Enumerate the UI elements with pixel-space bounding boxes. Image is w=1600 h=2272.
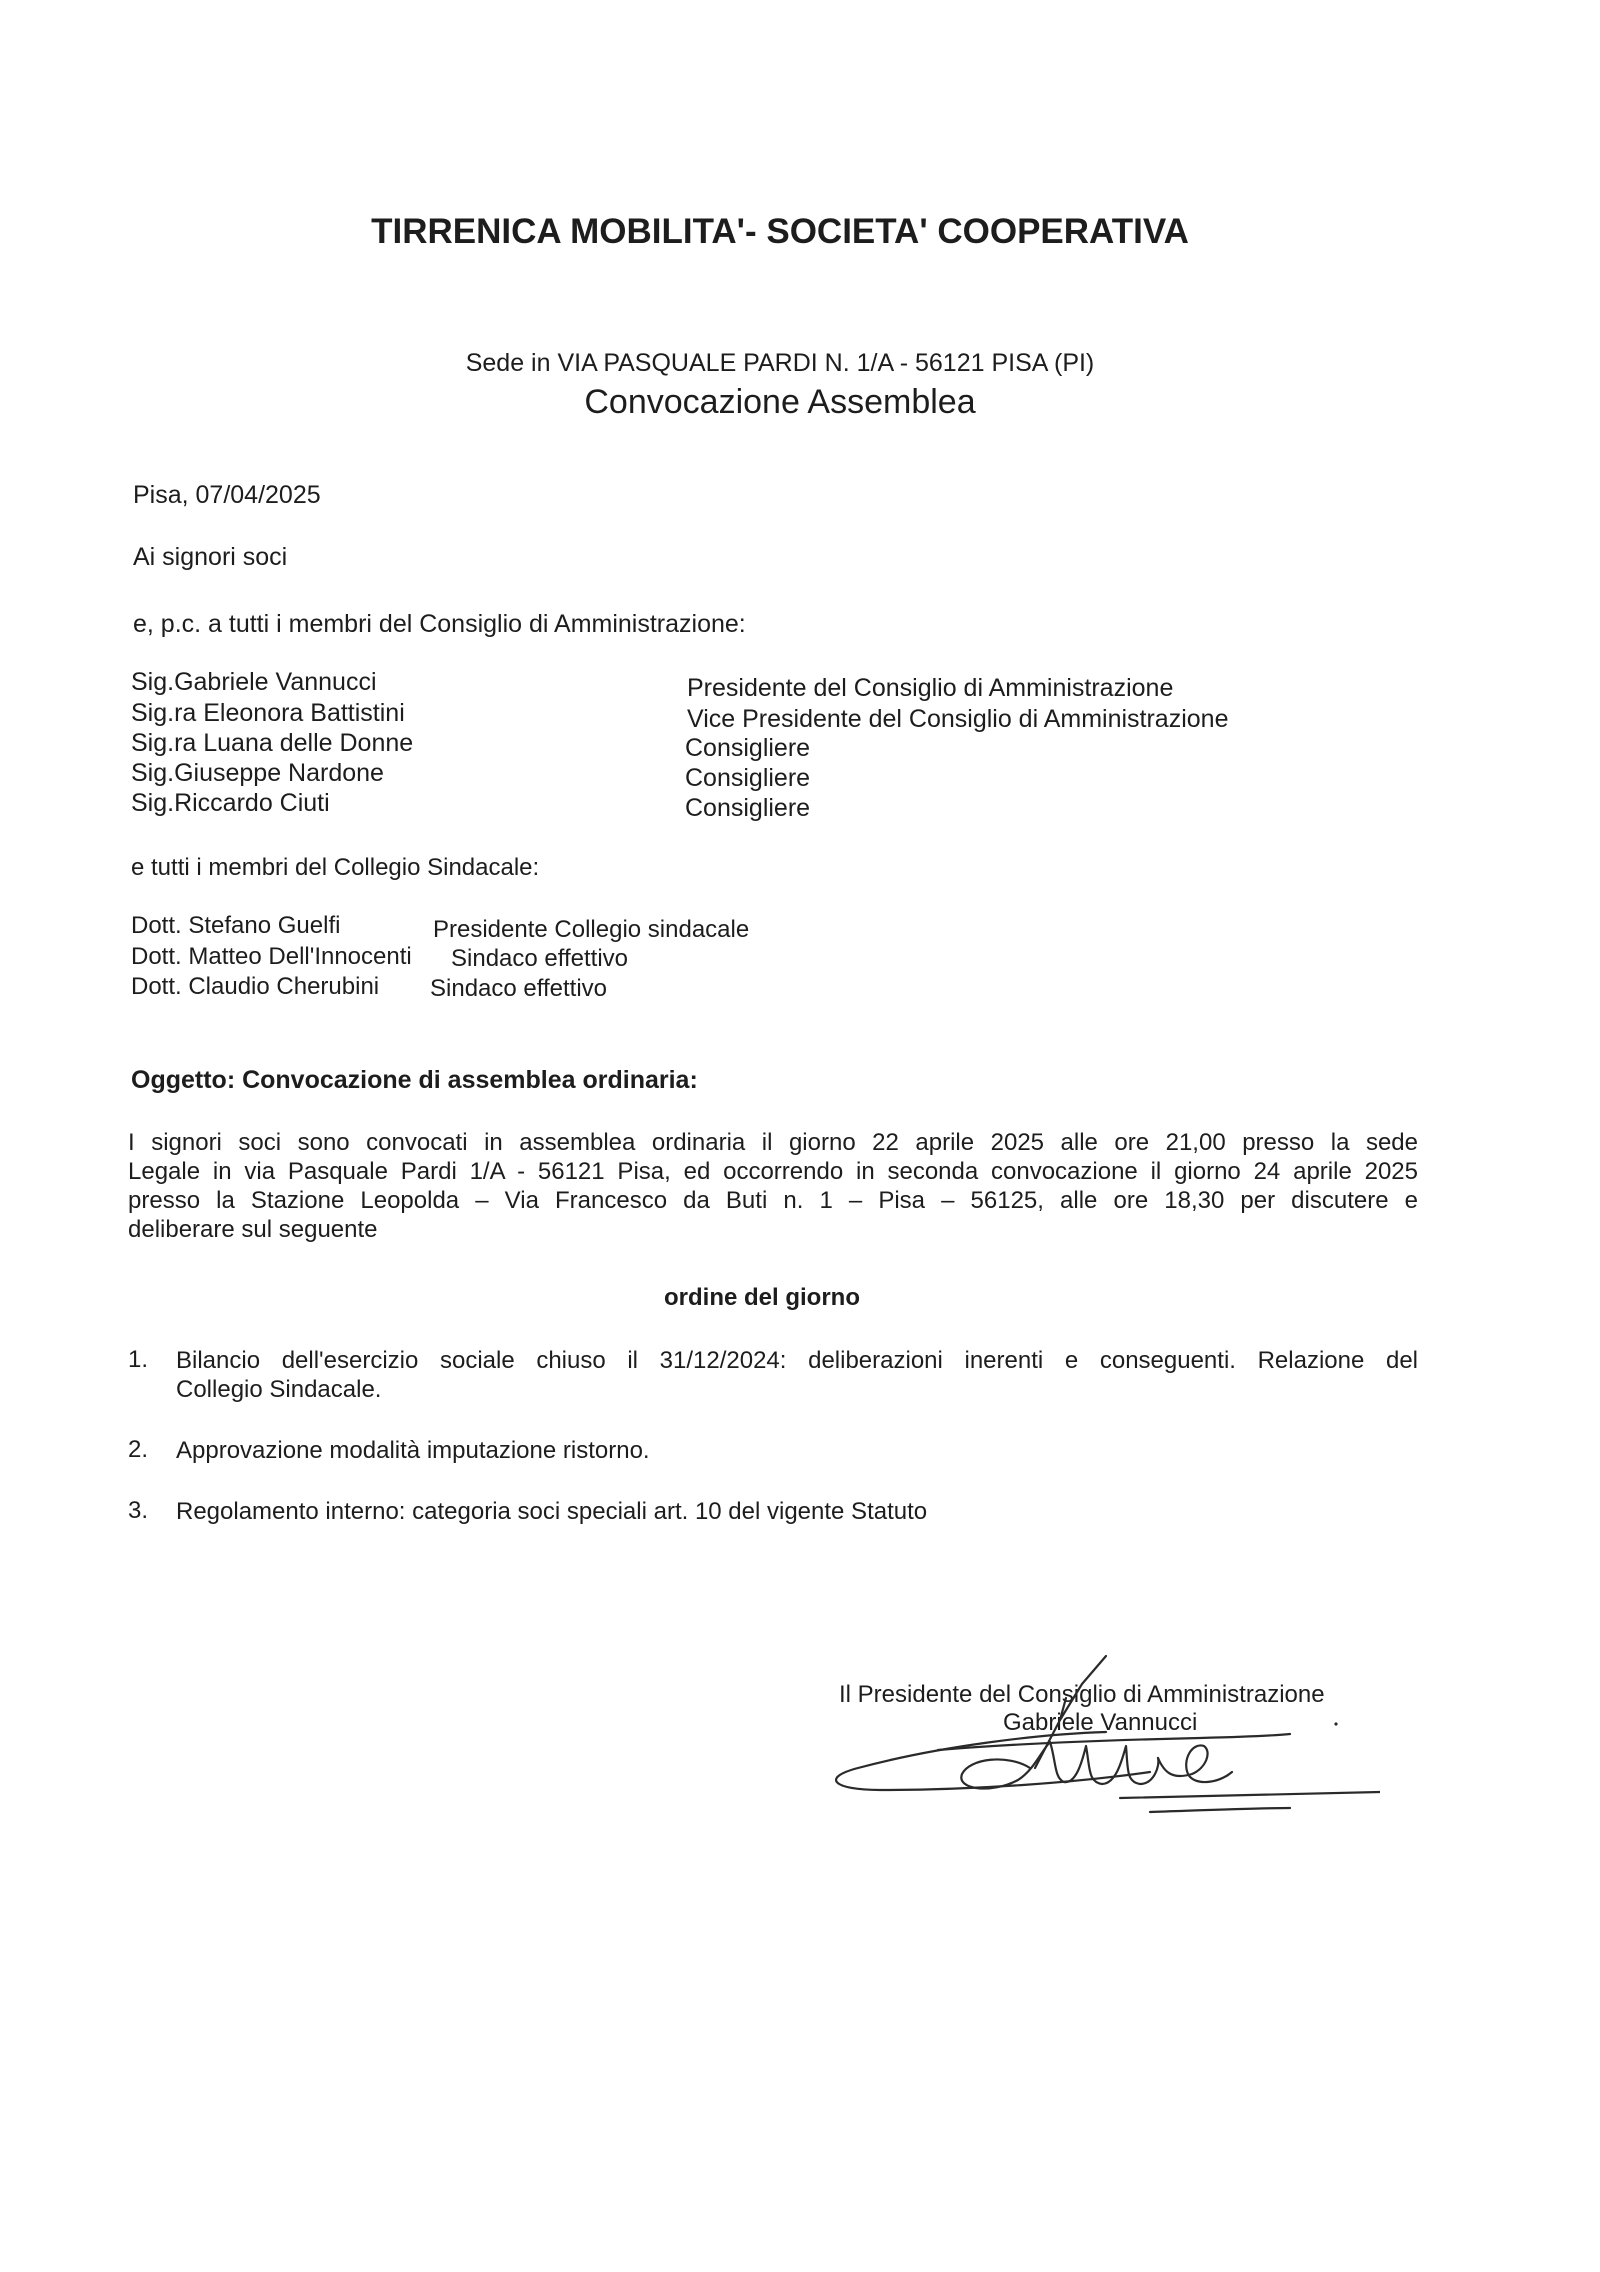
agenda-item-number: 1.	[128, 1346, 149, 1373]
agenda-item-line: Bilancio dell'esercizio sociale chiuso il 31/12/2024: deliberazioni inerenti e conseguenti. Relazione del	[176, 1347, 1418, 1374]
auditor-role: Sindaco effettivo	[430, 975, 608, 1002]
board-member-role: Consigliere	[685, 764, 811, 792]
agenda-item-text	[176, 1346, 1418, 1404]
registered-address: Sede in VIA PASQUALE PARDI N. 1/A - 56121 PISA (PI)	[465, 349, 1095, 377]
auditor-name: Dott. Stefano Guelfi	[131, 912, 341, 939]
board-member-role: Consigliere	[685, 734, 811, 762]
paragraph-line: presso la Stazione Leopolda – Via Francesco da Buti n. 1 – Pisa – 56125, alle ore 18,30 per discutere e	[128, 1187, 1418, 1214]
board-member-role: Consigliere	[685, 794, 811, 822]
board-member-name: Sig.Giuseppe Nardone	[131, 759, 384, 787]
agenda-item-number: 3.	[128, 1497, 149, 1524]
auditors-intro: e tutti i membri del Collegio Sindacale:	[131, 854, 540, 881]
document-title: Convocazione Assemblea	[584, 383, 976, 421]
agenda-item-line: Approvazione modalità imputazione ristorno.	[176, 1437, 650, 1464]
agenda-item-line: Regolamento interno: categoria soci speciali art. 10 del vigente Statuto	[176, 1498, 928, 1525]
board-member-role: Vice Presidente del Consiglio di Amministrazione	[687, 705, 1229, 733]
agenda-title: ordine del giorno	[664, 1284, 860, 1311]
signature-upstroke	[1035, 1656, 1106, 1768]
signature-dot	[1334, 1722, 1337, 1725]
handwritten-signature	[820, 1650, 1380, 1820]
signature-tail	[1158, 1745, 1232, 1782]
signature-underline-2	[1150, 1808, 1290, 1812]
paragraph-line: Legale in via Pasquale Pardi 1/A - 56121 Pisa, ed occorrendo in seconda convocazione il giorno 24 aprile 2025	[128, 1158, 1418, 1185]
agenda-item-text	[176, 1436, 1418, 1465]
board-member-role: Presidente del Consiglio di Amministrazione	[687, 674, 1174, 702]
agenda-item-number: 2.	[128, 1436, 149, 1463]
agenda-item-line: Collegio Sindacale.	[176, 1376, 382, 1403]
board-member-name: Sig.ra Luana delle Donne	[131, 729, 414, 757]
auditor-name: Dott. Claudio Cherubini	[131, 973, 380, 1000]
signature-underline	[1120, 1792, 1380, 1798]
paragraph-line: deliberare sul seguente	[128, 1216, 378, 1243]
auditor-role: Sindaco effettivo	[451, 945, 629, 972]
salutation: Ai signori soci	[133, 543, 288, 571]
paragraph-line: I signori soci sono convocati in assemblea ordinaria il giorno 22 aprile 2025 alle ore 21,00 presso la sede	[128, 1129, 1418, 1156]
place-date: Pisa, 07/04/2025	[133, 481, 321, 509]
company-name: TIRRENICA MOBILITA'- SOCIETA' COOPERATIVA	[371, 212, 1189, 251]
board-member-name: Sig.Riccardo Ciuti	[131, 789, 330, 817]
auditor-role: Presidente Collegio sindacale	[433, 916, 750, 943]
signatory-name: Gabriele Vannucci	[1003, 1709, 1198, 1736]
board-intro: e, p.c. a tutti i membri del Consiglio di Amministrazione:	[133, 610, 746, 638]
board-member-name: Sig.Gabriele Vannucci	[131, 668, 377, 696]
convocation-paragraph	[128, 1128, 1418, 1244]
auditor-name: Dott. Matteo Dell'Innocenti	[131, 943, 412, 970]
signatory-role: Il Presidente del Consiglio di Amministrazione	[839, 1681, 1325, 1708]
subject-line: Oggetto: Convocazione di assemblea ordinaria:	[131, 1066, 698, 1094]
agenda-item-text	[176, 1497, 1418, 1526]
board-member-name: Sig.ra Eleonora Battistini	[131, 699, 405, 727]
